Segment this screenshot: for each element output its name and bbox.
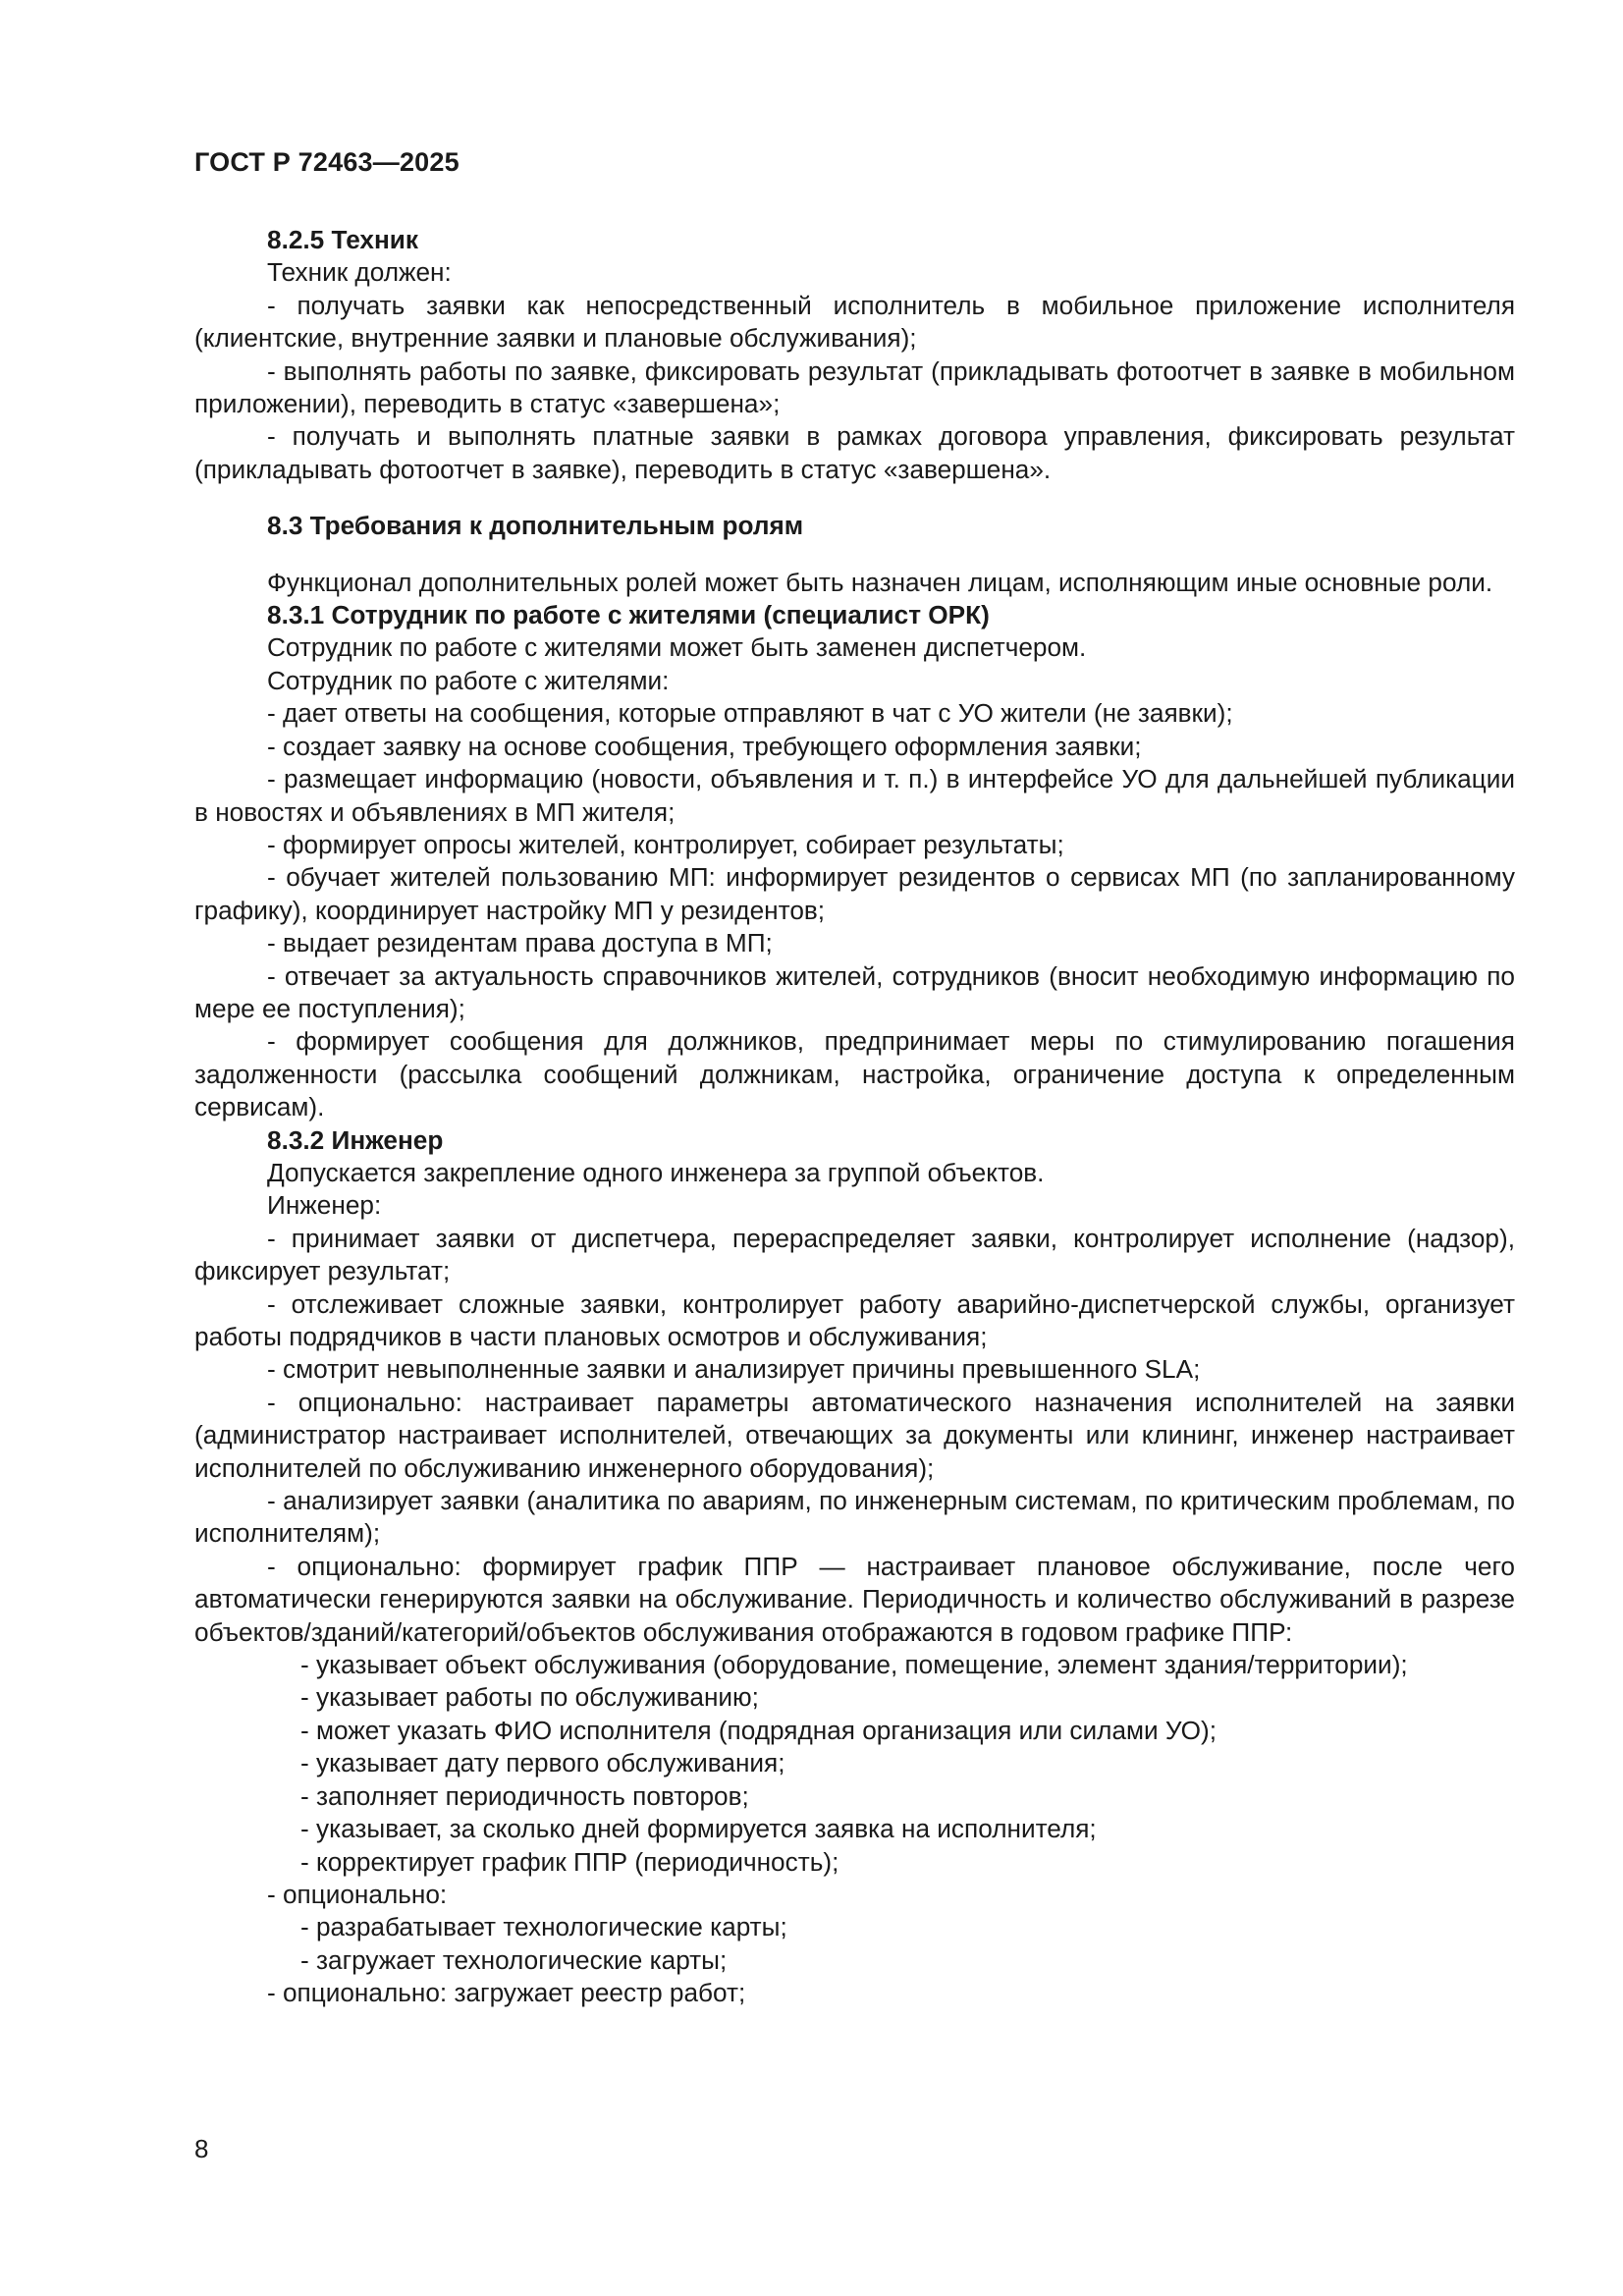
paragraph: - смотрит невыполненные заявки и анализирует причины превышенного SLA; [267, 1354, 1201, 1385]
page-number: 8 [194, 2134, 209, 2163]
paragraph: - выдает резидентам права доступа в МП; [267, 928, 773, 958]
sub-list-item: - загружает технологические карты; [300, 1944, 728, 1975]
paragraph: - формирует опросы жителей, контролирует, собирает результаты; [267, 829, 1064, 859]
paragraph: - опционально: формирует график ППР — настраивает плановое обслуживание, после чего автоматически генерируются заявки на обслуживание. Периодичность и количество обслуживаний в разрезе объектов/зданий/категорий/объектов обслуживания отображаются в годовом графике ППР: [194, 1551, 1515, 1647]
section-heading: 8.3.2 Инженер [267, 1124, 444, 1155]
paragraph: Функционал дополнительных ролей может быть назначен лицам, исполняющим иные основные роли. [267, 567, 1493, 597]
paragraph: - опционально: загружает реестр работ; [267, 1978, 746, 2008]
sub-list-item: - указывает дату первого обслуживания; [300, 1748, 785, 1778]
section-heading: 8.2.5 Техник [267, 225, 419, 254]
paragraph: - дает ответы на сообщения, которые отправляют в чат с УО жители (не заявки); [267, 698, 1233, 729]
paragraph: - получать и выполнять платные заявки в рамках договора управления, фиксировать результат (прикладывать фотоотчет в заявке), переводить в статус «завершена». [194, 421, 1515, 484]
paragraph: Инженер: [267, 1190, 382, 1221]
paragraph: Сотрудник по работе с жителями: [267, 665, 670, 695]
paragraph: Допускается закрепление одного инженера за группой объектов. [267, 1157, 1045, 1187]
paragraph: - получать заявки как непосредственный исполнитель в мобильное приложение исполнителя (клиентские, внутренние заявки и плановые обслуживания); [194, 290, 1515, 354]
paragraph: - отвечает за актуальность справочников жителей, сотрудников (вносит необходимую информацию по мере ее поступления); [194, 960, 1515, 1023]
document-header: ГОСТ Р 72463—2025 [194, 147, 460, 177]
paragraph: - выполнять работы по заявке, фиксировать результат (прикладывать фотоотчет в заявке в мобильном приложении), переводить в статус «завершена»; [194, 355, 1515, 419]
paragraph: Сотрудник по работе с жителями может быть заменен диспетчером. [267, 632, 1087, 663]
sub-list-item: - может указать ФИО исполнителя (подрядная организация или силами УО); [300, 1715, 1217, 1745]
paragraph: - анализирует заявки (аналитика по авариям, по инженерным системам, по критическим проблемам, по исполнителям); [194, 1486, 1515, 1549]
paragraph: Техник должен: [267, 257, 452, 288]
sub-list-item: - корректирует график ППР (периодичность); [300, 1846, 839, 1877]
paragraph: - формирует сообщения для должников, предпринимает меры по стимулированию погашения задолженности (рассылка сообщений должникам, настройка, ограничение доступа к определенным сервисам). [194, 1026, 1515, 1122]
sub-list-item: - разрабатывает технологические карты; [300, 1912, 787, 1942]
sub-list-item: - указывает работы по обслуживанию; [300, 1682, 759, 1713]
paragraph: - отслеживает сложные заявки, контролирует работу аварийно-диспетчерской службы, организует работы подрядчиков в части плановых осмотров и обслуживания; [194, 1288, 1515, 1351]
paragraph: - опционально: [267, 1879, 448, 1909]
document-body [194, 224, 1515, 2010]
sub-list-item: - заполняет периодичность повторов; [300, 1780, 749, 1811]
paragraph: - создает заявку на основе сообщения, требующего оформления заявки; [267, 731, 1142, 761]
sub-list-item: - указывает объект обслуживания (оборудование, помещение, элемент здания/территории); [300, 1650, 1408, 1680]
paragraph: - обучает жителей пользованию МП: информирует резидентов о сервисах МП (по запланированному графику), координирует настройку МП у резидентов; [194, 862, 1515, 925]
section-heading: 8.3 Требования к дополнительным ролям [267, 511, 804, 541]
paragraph: - размещает информацию (новости, объявления и т. п.) в интерфейсе УО для дальнейшей публикации в новостях и объявлениях в МП жителя; [194, 764, 1515, 827]
section-heading: 8.3.1 Сотрудник по работе с жителями (специалист ОРК) [267, 600, 990, 630]
paragraph: - опционально: настраивает параметры автоматического назначения исполнителей на заявки (администратор настраивает исполнителей, отвечающих за документы или клининг, инженер настраивает исполнителей по обслуживанию инженерного оборудования); [194, 1387, 1515, 1483]
paragraph: - принимает заявки от диспетчера, перераспределяет заявки, контролирует исполнение (надзор), фиксирует результат; [194, 1223, 1515, 1286]
sub-list-item: - указывает, за сколько дней формируется заявка на исполнителя; [300, 1814, 1097, 1844]
